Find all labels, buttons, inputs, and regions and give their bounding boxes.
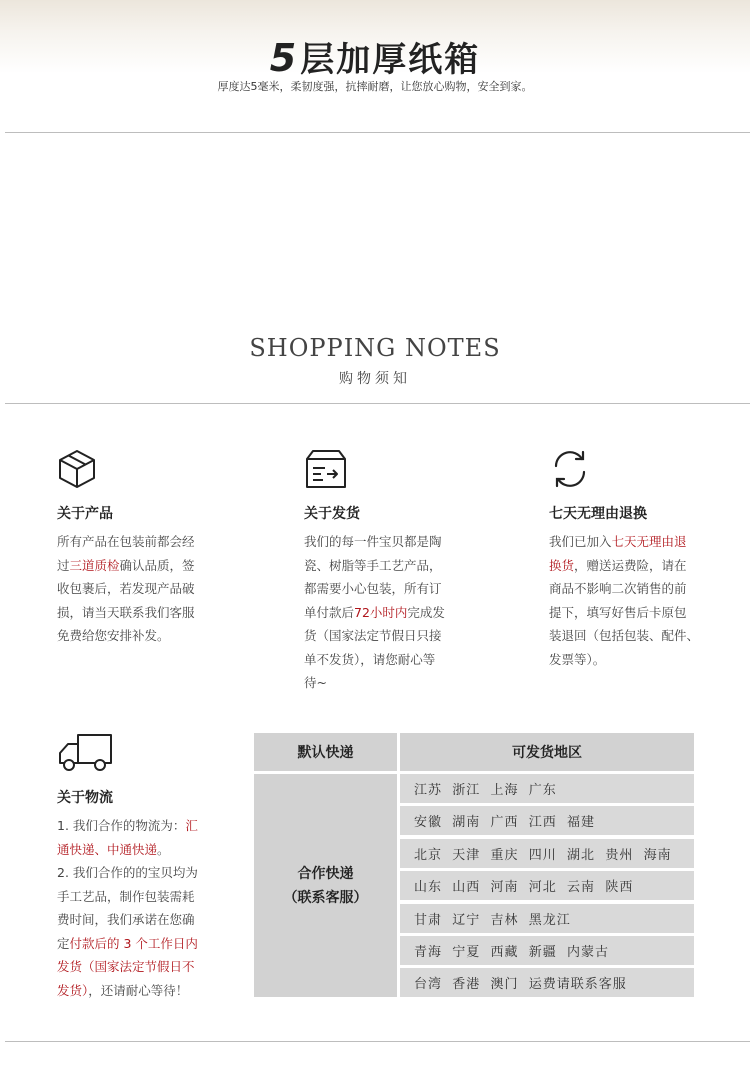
text-segment: 完成发: [407, 604, 445, 620]
text-segment: 2. 我们合作的的宝贝均为: [57, 865, 198, 880]
banner-subtitle: 厚度达5毫米，柔韧度强，抗摔耐磨，让您放心购物，安全到家。: [217, 80, 533, 93]
text-line: [549, 554, 699, 578]
divider-bottom: [5, 1041, 750, 1042]
text-segment: 我们已加入: [549, 534, 612, 549]
text-line: [304, 624, 445, 648]
divider-notes: [5, 403, 750, 404]
highlight-text: 付款后的 3 个工作日内: [69, 935, 198, 951]
text-segment: ，赠送运费险，请在: [574, 557, 687, 573]
text-segment: 货（国家法定节假日只接: [304, 628, 442, 643]
highlight-text: 通快递、中通快递: [57, 841, 158, 857]
text-segment: 收包裹后，若发现产品破: [57, 581, 195, 596]
carrier-cell: [254, 774, 397, 997]
table-header-default-courier: 默认快递: [254, 733, 397, 771]
column-text-returns: [549, 530, 699, 671]
highlight-text: 发货）: [57, 982, 89, 998]
text-segment: 提下，填写好售后卡原包: [549, 604, 687, 620]
text-line: [57, 979, 198, 1003]
column-text-product: [57, 530, 195, 648]
text-line: [57, 861, 198, 885]
text-line: [57, 838, 198, 862]
region-row: 安徽 湖南 广西 江西 福建: [400, 806, 694, 835]
logistics-title: 关于物流: [57, 790, 113, 806]
text-line: [57, 814, 198, 838]
text-line: [57, 908, 198, 932]
column-title-product: 关于产品: [57, 506, 113, 522]
text-segment: 瓷、树脂等手工艺产品，: [304, 557, 442, 573]
region-row: 青海 宁夏 西藏 新疆 内蒙古: [400, 936, 694, 965]
carrier-contact-note: （联系客服）: [283, 889, 368, 906]
region-row: 江苏 浙江 上海 广东: [400, 774, 694, 803]
text-line: [57, 885, 198, 909]
text-line: [57, 601, 195, 625]
column-text-shipping: [304, 530, 445, 695]
text-line: [549, 601, 699, 625]
highlight-text: 七天无理由退: [611, 534, 687, 549]
carrier-name: 合作快递: [297, 865, 354, 882]
text-segment: 免费给您安排补发。: [57, 628, 170, 643]
text-segment: 单付款后: [304, 604, 355, 620]
highlight-text: 汇: [185, 818, 198, 833]
text-segment: 所有产品在包装前都会经: [57, 534, 195, 549]
text-line: [57, 955, 198, 979]
text-line: [549, 577, 699, 601]
text-segment: 都需要小心包装，所有订: [304, 581, 442, 596]
text-line: [549, 624, 699, 648]
text-segment: 费时间，我们承诺在您确: [57, 912, 195, 927]
notes-heading-en: SHOPPING NOTES: [249, 334, 501, 362]
text-segment: 过: [57, 557, 70, 573]
highlight-text: 换货: [549, 557, 575, 573]
truck-icon: [56, 731, 114, 773]
region-row: 山东 山西 河南 河北 云南 陕西: [400, 871, 694, 900]
highlight-text: 三道质检: [69, 557, 120, 573]
text-segment: 待~: [304, 675, 327, 690]
text-line: [57, 624, 195, 648]
highlight-text: 72小时内: [354, 604, 408, 620]
text-segment: 单不发货），请您耐心等: [304, 651, 436, 667]
text-line: [304, 554, 445, 578]
text-segment: 我们的每一件宝贝都是陶: [304, 534, 442, 549]
text-line: [304, 530, 445, 554]
highlight-text: 发货（国家法定节假日不: [57, 959, 195, 974]
text-segment: 发票等）。: [549, 651, 606, 667]
text-segment: 。: [157, 841, 170, 857]
text-line: [304, 577, 445, 601]
text-segment: 定: [57, 935, 70, 951]
column-title-returns: 七天无理由退换: [549, 506, 647, 522]
text-line: [549, 530, 699, 554]
text-line: [304, 601, 445, 625]
delivery-box-icon: [303, 449, 349, 489]
region-row: 甘肃 辽宁 吉林 黑龙江: [400, 904, 694, 933]
text-segment: 装退回（包括包装、配件、: [549, 628, 700, 643]
notes-heading-cn: 购物须知: [339, 371, 411, 387]
box-icon: [57, 449, 97, 489]
banner-title-number: 5: [269, 36, 299, 80]
text-segment: 1. 我们合作的物流为：: [57, 818, 186, 833]
region-row: 北京 天津 重庆 四川 湖北 贵州 海南: [400, 839, 694, 868]
text-segment: 确认品质，签: [119, 557, 195, 573]
divider-top: [5, 132, 750, 133]
text-segment: 损，请当天联系我们客服: [57, 604, 195, 620]
banner-title: [0, 32, 750, 81]
banner-title-text: 层加厚纸箱: [300, 40, 481, 80]
column-title-shipping: 关于发货: [304, 506, 360, 522]
text-line: [57, 554, 195, 578]
text-line: [57, 932, 198, 956]
text-line: [57, 530, 195, 554]
table-header-regions: 可发货地区: [400, 733, 694, 771]
text-segment: 商品不影响二次销售的前: [549, 581, 687, 596]
logistics-text: [57, 814, 198, 1002]
text-line: [304, 648, 445, 672]
refresh-icon: [549, 449, 591, 489]
region-row: 台湾 香港 澳门 运费请联系客服: [400, 968, 694, 997]
text-line: [549, 648, 699, 672]
text-line: [304, 671, 445, 695]
text-line: [57, 577, 195, 601]
text-segment: 手工艺品，制作包装需耗: [57, 888, 195, 904]
text-segment: ，还请耐心等待！: [88, 982, 189, 998]
